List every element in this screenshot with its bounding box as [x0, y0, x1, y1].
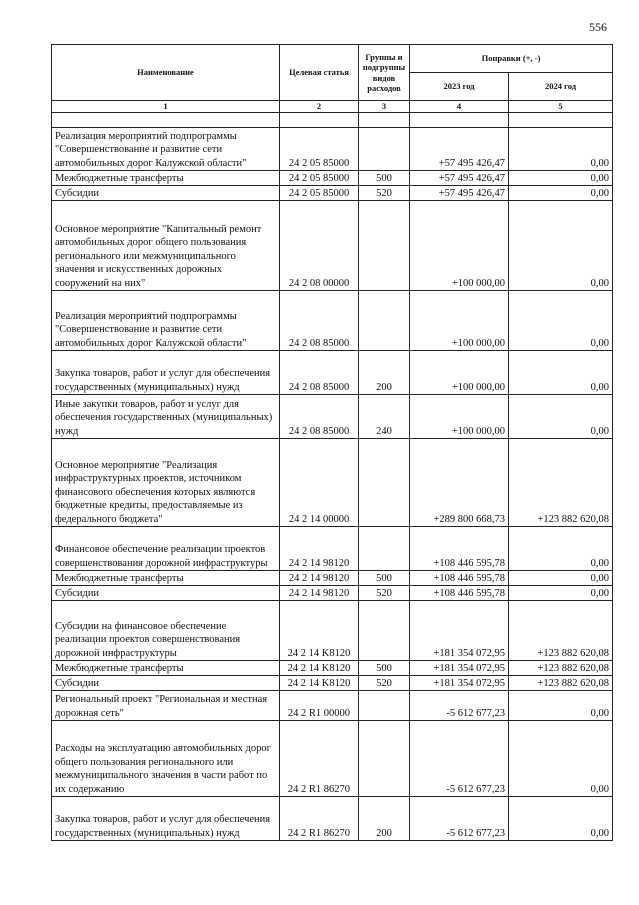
table-row — [52, 171, 613, 186]
row-name: Межбюджетные трансферты — [52, 661, 280, 676]
table-row — [52, 291, 613, 351]
row-2023: +57 495 426,47 — [410, 128, 509, 171]
row-2024: 0,00 — [509, 691, 613, 721]
table-row — [52, 661, 613, 676]
row-2024: 0,00 — [509, 128, 613, 171]
row-2024: +123 882 620,08 — [509, 676, 613, 691]
table-row — [52, 128, 613, 171]
table-row — [52, 571, 613, 586]
header-target: Целевая статья — [280, 45, 359, 101]
table-row — [52, 351, 613, 395]
row-code: 24 2 08 85000 — [280, 291, 359, 351]
row-2024: 0,00 — [509, 721, 613, 797]
row-code: 24 2 14 98120 — [280, 586, 359, 601]
row-2023: +100 000,00 — [410, 291, 509, 351]
row-name: Финансовое обеспечение реализации проектов совершенствования дорожной инфраструктуры — [52, 527, 280, 571]
row-2024: +123 882 620,08 — [509, 601, 613, 661]
table-row — [52, 439, 613, 527]
row-group — [359, 201, 410, 291]
row-name: Закупка товаров, работ и услуг для обеспечения государственных (муниципальных) нужд — [52, 797, 280, 841]
table-row — [52, 601, 613, 661]
row-group: 240 — [359, 395, 410, 439]
spacer-row — [52, 113, 613, 128]
row-group: 520 — [359, 676, 410, 691]
row-2023: +181 354 072,95 — [410, 661, 509, 676]
row-code: 24 2 14 K8120 — [280, 601, 359, 661]
row-2024: 0,00 — [509, 201, 613, 291]
row-2023: +108 446 595,78 — [410, 586, 509, 601]
row-name: Субсидии — [52, 586, 280, 601]
row-name: Региональный проект "Региональная и местная дорожная сеть" — [52, 691, 280, 721]
header-name: Наименование — [52, 45, 280, 101]
row-2024: 0,00 — [509, 586, 613, 601]
row-group: 200 — [359, 351, 410, 395]
row-group — [359, 439, 410, 527]
row-group: 200 — [359, 797, 410, 841]
header-year-2024: 2024 год — [509, 73, 613, 101]
col-index: 3 — [359, 101, 410, 113]
header-group: Группы и подгруппы видов расходов — [359, 45, 410, 101]
row-name: Иные закупки товаров, работ и услуг для обеспечения государственных (муниципальных) нужд — [52, 395, 280, 439]
table-row — [52, 527, 613, 571]
row-group: 520 — [359, 586, 410, 601]
table-row — [52, 797, 613, 841]
table-row — [52, 721, 613, 797]
row-code: 24 2 05 85000 — [280, 128, 359, 171]
row-name: Субсидии — [52, 676, 280, 691]
row-code: 24 2 05 85000 — [280, 171, 359, 186]
row-name: Основное мероприятие "Капитальный ремонт автомобильных дорог общего пользования регионального или межмуниципального значения и искусственных дорожных сооружений на них" — [52, 201, 280, 291]
row-2023: +108 446 595,78 — [410, 571, 509, 586]
row-name: Реализация мероприятий подпрограммы "Совершенствование и развитие сети автомобильных дорог Калужской области" — [52, 128, 280, 171]
row-code: 24 2 R1 86270 — [280, 797, 359, 841]
row-2023: +181 354 072,95 — [410, 676, 509, 691]
row-group — [359, 527, 410, 571]
row-2024: 0,00 — [509, 171, 613, 186]
row-name: Закупка товаров, работ и услуг для обеспечения государственных (муниципальных) нужд — [52, 351, 280, 395]
row-2023: +289 800 668,73 — [410, 439, 509, 527]
row-group — [359, 291, 410, 351]
table-row — [52, 586, 613, 601]
row-2023: +181 354 072,95 — [410, 601, 509, 661]
row-code: 24 2 05 85000 — [280, 186, 359, 201]
row-name: Расходы на эксплуатацию автомобильных дорог общего пользования регионального или межмуниципального значения в части работ по их содержанию — [52, 721, 280, 797]
row-group — [359, 601, 410, 661]
table-row — [52, 201, 613, 291]
row-group: 500 — [359, 571, 410, 586]
row-2023: -5 612 677,23 — [410, 797, 509, 841]
row-2023: -5 612 677,23 — [410, 691, 509, 721]
row-2024: 0,00 — [509, 571, 613, 586]
col-index: 1 — [52, 101, 280, 113]
row-2023: +100 000,00 — [410, 351, 509, 395]
row-name: Субсидии на финансовое обеспечение реализации проектов совершенствования дорожной инфраструктуры — [52, 601, 280, 661]
row-name: Межбюджетные трансферты — [52, 171, 280, 186]
budget-amendments-table — [51, 44, 613, 841]
row-code: 24 2 14 98120 — [280, 527, 359, 571]
row-name: Реализация мероприятий подпрограммы "Совершенствование и развитие сети автомобильных дорог Калужской области" — [52, 291, 280, 351]
row-2023: +57 495 426,47 — [410, 171, 509, 186]
row-code: 24 2 14 K8120 — [280, 661, 359, 676]
header-amendments: Поправки (+, -) — [410, 45, 613, 73]
row-code: 24 2 R1 00000 — [280, 691, 359, 721]
row-code: 24 2 14 98120 — [280, 571, 359, 586]
row-group: 520 — [359, 186, 410, 201]
col-index: 5 — [509, 101, 613, 113]
row-2023: +57 495 426,47 — [410, 186, 509, 201]
row-2024: +123 882 620,08 — [509, 661, 613, 676]
row-2023: +108 446 595,78 — [410, 527, 509, 571]
row-2024: +123 882 620,08 — [509, 439, 613, 527]
row-2024: 0,00 — [509, 527, 613, 571]
row-group — [359, 691, 410, 721]
col-index: 4 — [410, 101, 509, 113]
page-number: 556 — [589, 20, 607, 34]
row-2024: 0,00 — [509, 351, 613, 395]
column-index-row — [52, 101, 613, 113]
table-row — [52, 691, 613, 721]
row-code: 24 2 14 00000 — [280, 439, 359, 527]
row-2023: +100 000,00 — [410, 201, 509, 291]
header-year-2023: 2023 год — [410, 73, 509, 101]
row-2023: -5 612 677,23 — [410, 721, 509, 797]
row-group: 500 — [359, 171, 410, 186]
table-row — [52, 186, 613, 201]
row-code: 24 2 08 85000 — [280, 351, 359, 395]
row-name: Межбюджетные трансферты — [52, 571, 280, 586]
col-index: 2 — [280, 101, 359, 113]
row-2023: +100 000,00 — [410, 395, 509, 439]
row-group: 500 — [359, 661, 410, 676]
row-2024: 0,00 — [509, 291, 613, 351]
row-code: 24 2 R1 86270 — [280, 721, 359, 797]
row-2024: 0,00 — [509, 186, 613, 201]
row-2024: 0,00 — [509, 797, 613, 841]
row-2024: 0,00 — [509, 395, 613, 439]
table-row — [52, 395, 613, 439]
row-name: Субсидии — [52, 186, 280, 201]
row-code: 24 2 14 K8120 — [280, 676, 359, 691]
row-code: 24 2 08 85000 — [280, 395, 359, 439]
table-row — [52, 676, 613, 691]
row-group — [359, 721, 410, 797]
row-group — [359, 128, 410, 171]
row-code: 24 2 08 00000 — [280, 201, 359, 291]
row-name: Основное мероприятие "Реализация инфраструктурных проектов, источником финансового обеспечения которых являются бюджетные кредиты, предоставляемые из федерального бюджета" — [52, 439, 280, 527]
